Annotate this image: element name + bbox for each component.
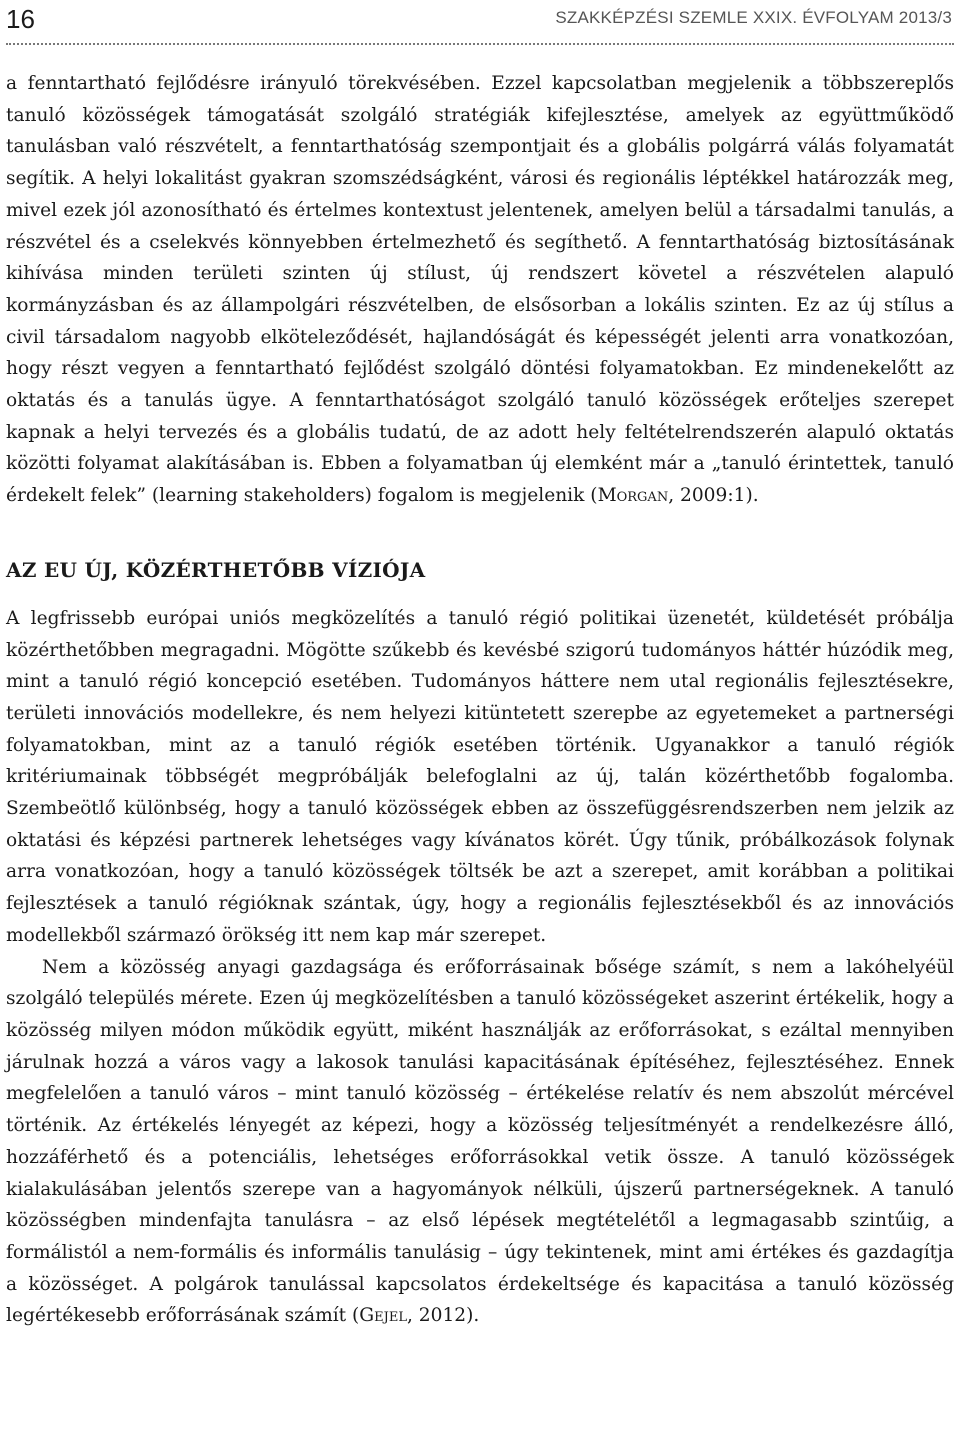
- running-head: SZAKKÉPZÉSI SZEMLE XXIX. ÉVFOLYAM 2013/3: [555, 8, 952, 27]
- paragraph-1: [6, 68, 954, 512]
- section-heading: AZ EU ÚJ, KÖZÉRTHETŐBB VÍZIÓJA: [6, 557, 426, 582]
- header-divider: [6, 43, 954, 45]
- paragraph-1-text: a fenntartható fejlődésre irányuló törekvésében. Ezzel kapcsolatban megjelenik a többszereplős tanuló közösségek támogatását szolgáló stratégiák kifejlesztése, amelyek az együttműködő tanulásban való részvételt, a fenntarthatóság szempontjait és a globális polgárrá válás folyamatát segítik. A helyi lokalitást gyakran szomszédságként, városi és regionális léptékkel határozzák meg, mivel ezek jól azonosítható és értelmes kontextust jelentenek, amelyen belül a társadalmi tanulás, a részvétel és a cselekvés könnyebben értelmezhető és segíthető. A fenntarthatóság biztosításának kihívása minden területi szinten új stílust, új rendszert követel a részvételen alapuló kormányzásban és az állampolgári részvételben, de elsősorban a lokális szinten. Ez az új stílus a civil társadalom nagyobb elköteleződését, hajlandóságát és képességét jelenti arra vonatkozóan, hogy részt vegyen a fenntartható fejlődést szolgáló döntési folyamatokban. Ez mindenekelőtt az oktatás és a tanulás ügye. A fenntarthatóságot szolgáló tanuló közösségek erőteljes szerepet kapnak a helyi tervezés és a globális tudatú, de az adott hely feltételrendszerén alapuló oktatás közötti folyamat alakításában is. Ebben a folyamatban új elemként már a „tanuló érintettek, tanuló érdekelt felek” (learning stakeholders) fogalom is megjelenik (: [6, 73, 954, 507]
- citation-year: , 2009:1).: [668, 485, 759, 507]
- citation-year: , 2012).: [406, 1305, 480, 1327]
- paragraph-3-text: Nem a közösség anyagi gazdagsága és erőforrásainak bősége számít, s nem a lakóhelyéül szolgáló település mérete. Ezen új megközelítésben a tanuló közösségeket aszerint értékelik, hogy a közösség milyen módon működik együtt, miként használják az erőforrásokat, s ezáltal mennyiben járulnak hozzá a város vagy a lakosok tanulási kapacitásának építéséhez, fejlesztéséhez. Ennek megfelelően a tanuló város – mint tanuló közösség – értékelése relatív és nem abszolút mércével történik. Az értékelés lényegét az képezi, hogy a közösség teljesítményét a rendelkezésre álló, hozzáférhető és a potenciális, lehetséges erőforrásokkal vetik össze. A tanuló közösségek kialakulásában jelentős szerepe van a hagyományok nélküli, újszerű partnerségeknek. A tanuló közösségben mindenfajta tanulásra – az első lépések megtételétől a legmagasabb szintűig, a formálistól a nem-formális és informális tanulásig – úgy tekintenek, mint ami értékes és gazdagítja a közösséget. A polgárok tanulással kapcsolatos érdekeltsége és kapacitása a tanuló közösség legértékesebb erőforrásának számít (: [6, 956, 954, 1327]
- page-number: 16: [6, 4, 35, 34]
- article-body: [6, 68, 954, 1332]
- paragraph-3: [6, 952, 954, 1332]
- paragraph-2: A legfrissebb európai uniós megközelítés a tanuló régió politikai üzenetét, küldetését próbálja közérthetőbben megragadni. Mögötte szűkebb és kevésbé szigorú tudományos háttér húzódik meg, mint a tanuló régió koncepció esetében. Tudományos háttere nem utal regionális fejlesztésekre, területi innovációs modellekre, és nem helyezi kitüntetett szerepbe az egyetemeket a partnerségi folyamatokban, mint az a tanuló régiók esetében történik. Ugyanakkor a tanuló régiók kritériumainak többségét megpróbálják belefoglalni az új, talán közérthetőbb fogalomba. Szembeötlő különbség, hogy a tanuló közösségek ebben az összefüggésrendszerben nem jelzik az oktatási és képzési partnerek lehetséges vagy kívánatos körét. Úgy tűnik, próbálkozások folynak arra vonatkozóan, hogy a tanuló közösségek töltsék be azt a szerepet, amit korábban a politikai fejlesztések a tanuló régióknak szántak, úgy, hogy a regionális fejlesztésekből és az innovációs modellekből származó örökség itt nem kap már szerepet.: [6, 607, 954, 946]
- citation-author: Morgan: [597, 485, 669, 507]
- citation-author: Gejel: [359, 1305, 407, 1327]
- page-header: [0, 0, 960, 44]
